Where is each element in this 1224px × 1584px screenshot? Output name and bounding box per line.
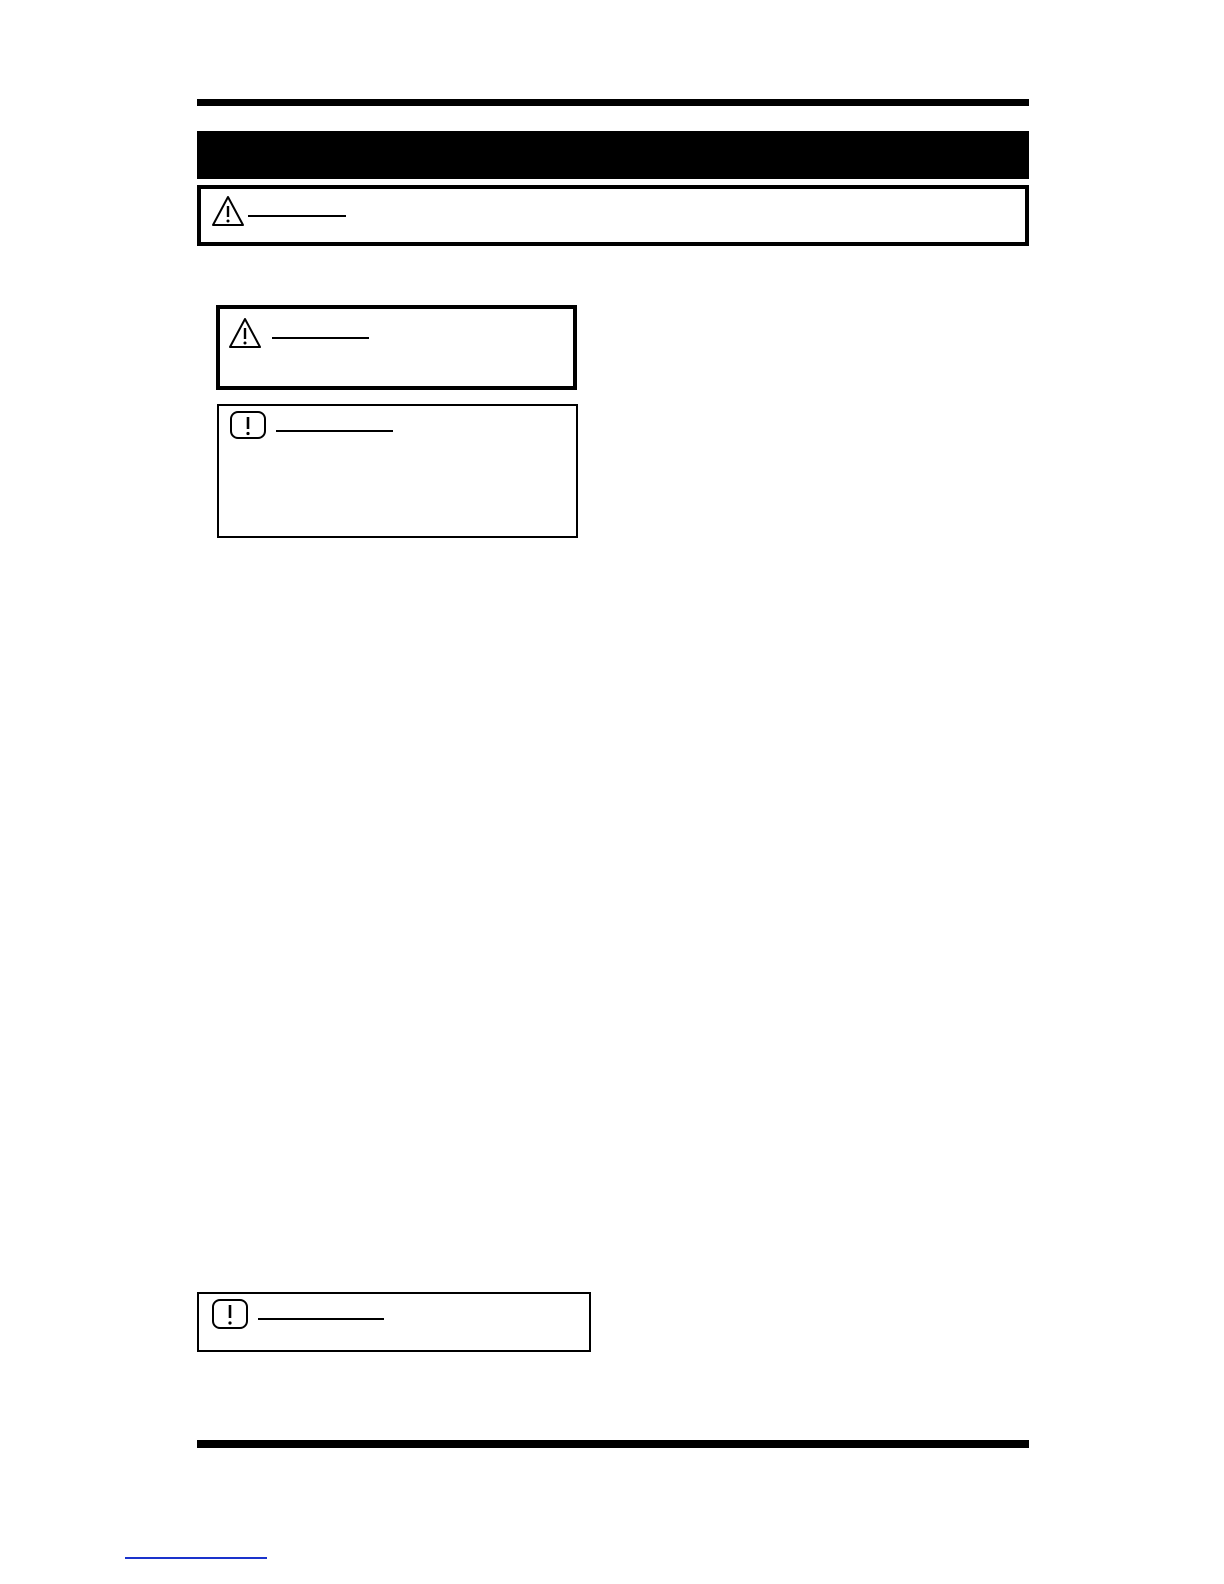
section-title-bar xyxy=(197,131,1029,179)
header-rule xyxy=(197,99,1029,106)
caution-exclamation-icon xyxy=(229,410,267,440)
footer-rule xyxy=(197,1440,1029,1448)
warning-triangle-icon xyxy=(228,317,262,349)
caution-notice-small xyxy=(217,404,578,538)
footer-link-underline[interactable] xyxy=(125,1557,267,1559)
caution-notice-bottom xyxy=(197,1292,591,1352)
warning-triangle-icon xyxy=(211,195,245,227)
warning-heading-underline xyxy=(248,215,346,217)
warning-notice-wide xyxy=(197,185,1029,246)
warning-notice-small xyxy=(216,305,577,390)
warning-heading-underline xyxy=(272,337,369,339)
caution-heading-underline xyxy=(276,430,393,432)
caution-exclamation-icon xyxy=(211,1298,249,1330)
caution-heading-underline xyxy=(258,1318,384,1320)
